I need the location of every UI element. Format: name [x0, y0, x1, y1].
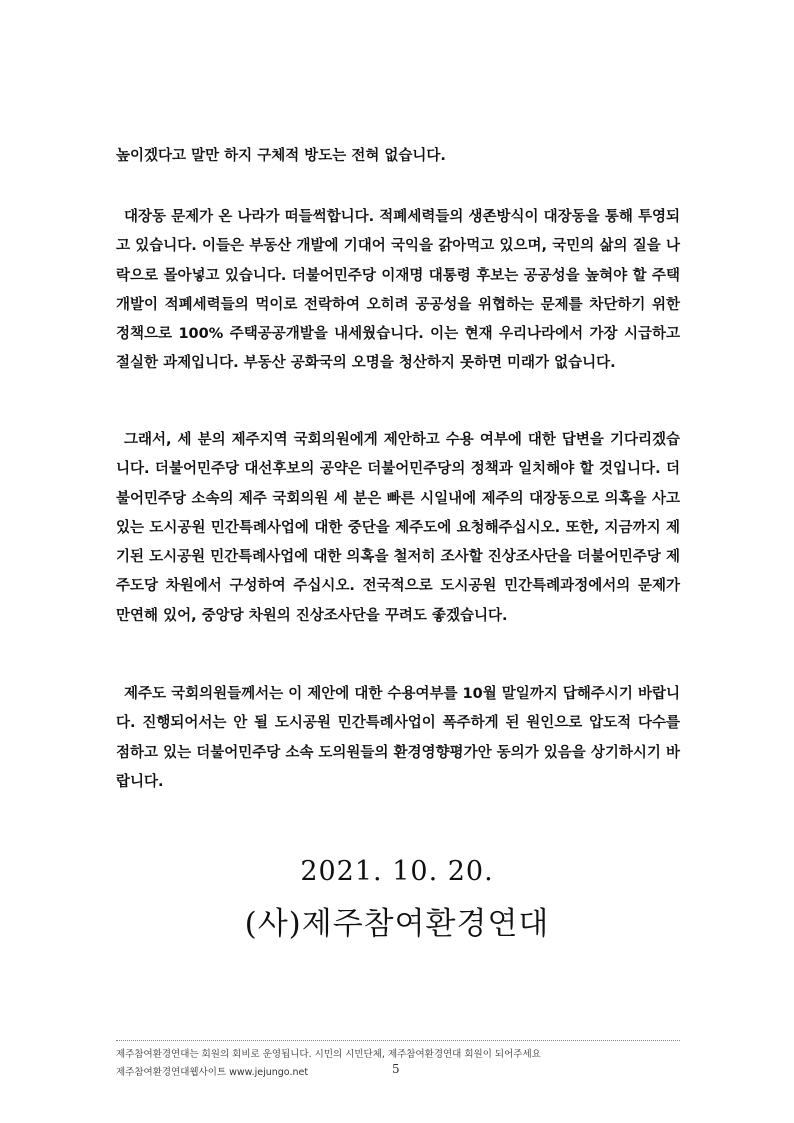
paragraph-text: 제주도 국회의원들께서는 이 제안에 대한 수용여부를 10월 말일까지 답해주시기 바랍니다. 진행되어서는 안 될 도시공원 민간특례사업이 폭주하게 된 원인으로 압도적 다수를 점하고 있는 더불어민주당 소속 도의원들의 환경영향평가안 동의가 있음을 상기하시기 바랍니다.: [116, 686, 680, 790]
paragraph-request: [116, 680, 680, 797]
paragraph-proposal: [116, 426, 680, 631]
paragraph-text: 그래서, 세 분의 제주지역 국회의원에게 제안하고 수용 여부에 대한 답변을 기다리겠습니다. 더불어민주당 대선후보의 공약은 더불어민주당의 정책과 일치해야 할 것입니다. 더불어민주당 소속의 제주 국회의원 세 분은 빠른 시일내에 제주의 대장동으로 의혹을 사고 있는 도시공원 민간특례사업에 대한 중단을 제주도에 요청해주십시오. 또한, 지금까지 제기된 도시공원 민간특례사업에 대한 의혹을 철저히 조사할 진상조사단을 더불어민주당 제주도당 차원에서 구성하여 주십시오. 전국적으로 도시공원 민간특례과정에서의 문제가 만연해 있어, 중앙당 차원의 진상조사단을 꾸려도 좋겠습니다.: [116, 432, 680, 624]
footer-divider: [116, 1040, 680, 1041]
document-date: 2021. 10. 20.: [300, 856, 494, 887]
organization-name: (사)제주참여환경연대: [244, 906, 550, 942]
page-number: 5: [392, 1062, 400, 1076]
footer-notice: 제주참여환경연대는 회원의 회비로 운영됩니다. 시민의 시민단체, 제주참여환경연대 회원이 되어주세요: [116, 1049, 541, 1060]
paragraph-text: 대장동 문제가 온 나라가 떠들썩합니다. 적폐세력들의 생존방식이 대장동을 통해 투영되고 있습니다. 이들은 부동산 개발에 기대어 국익을 갉아먹고 있으며, 국민의 삶의 질을 나락으로 몰아넣고 있습니다. 더불어민주당 이재명 대통령 후보는 공공성을 높혀야 할 주택개발이 적폐세력들의 먹이로 전락하여 오히려 공공성을 위협하는 문제를 차단하기 위한 정책으로 100% 주택공공개발을 내세웠습니다. 이는 현재 우리나라에서 가장 시급하고 절실한 과제입니다. 부동산 공화국의 오명을 청산하지 못하면 미래가 없습니다.: [116, 209, 680, 372]
paragraph-continuation: [116, 142, 680, 171]
footer-website: 제주참여환경연대웹사이트 www.jejungo.net: [116, 1067, 309, 1078]
paragraph-daejang-dong: [116, 203, 680, 379]
paragraph-text: 높이겠다고 말만 하지 구체적 방도는 전혀 없습니다.: [116, 148, 446, 164]
